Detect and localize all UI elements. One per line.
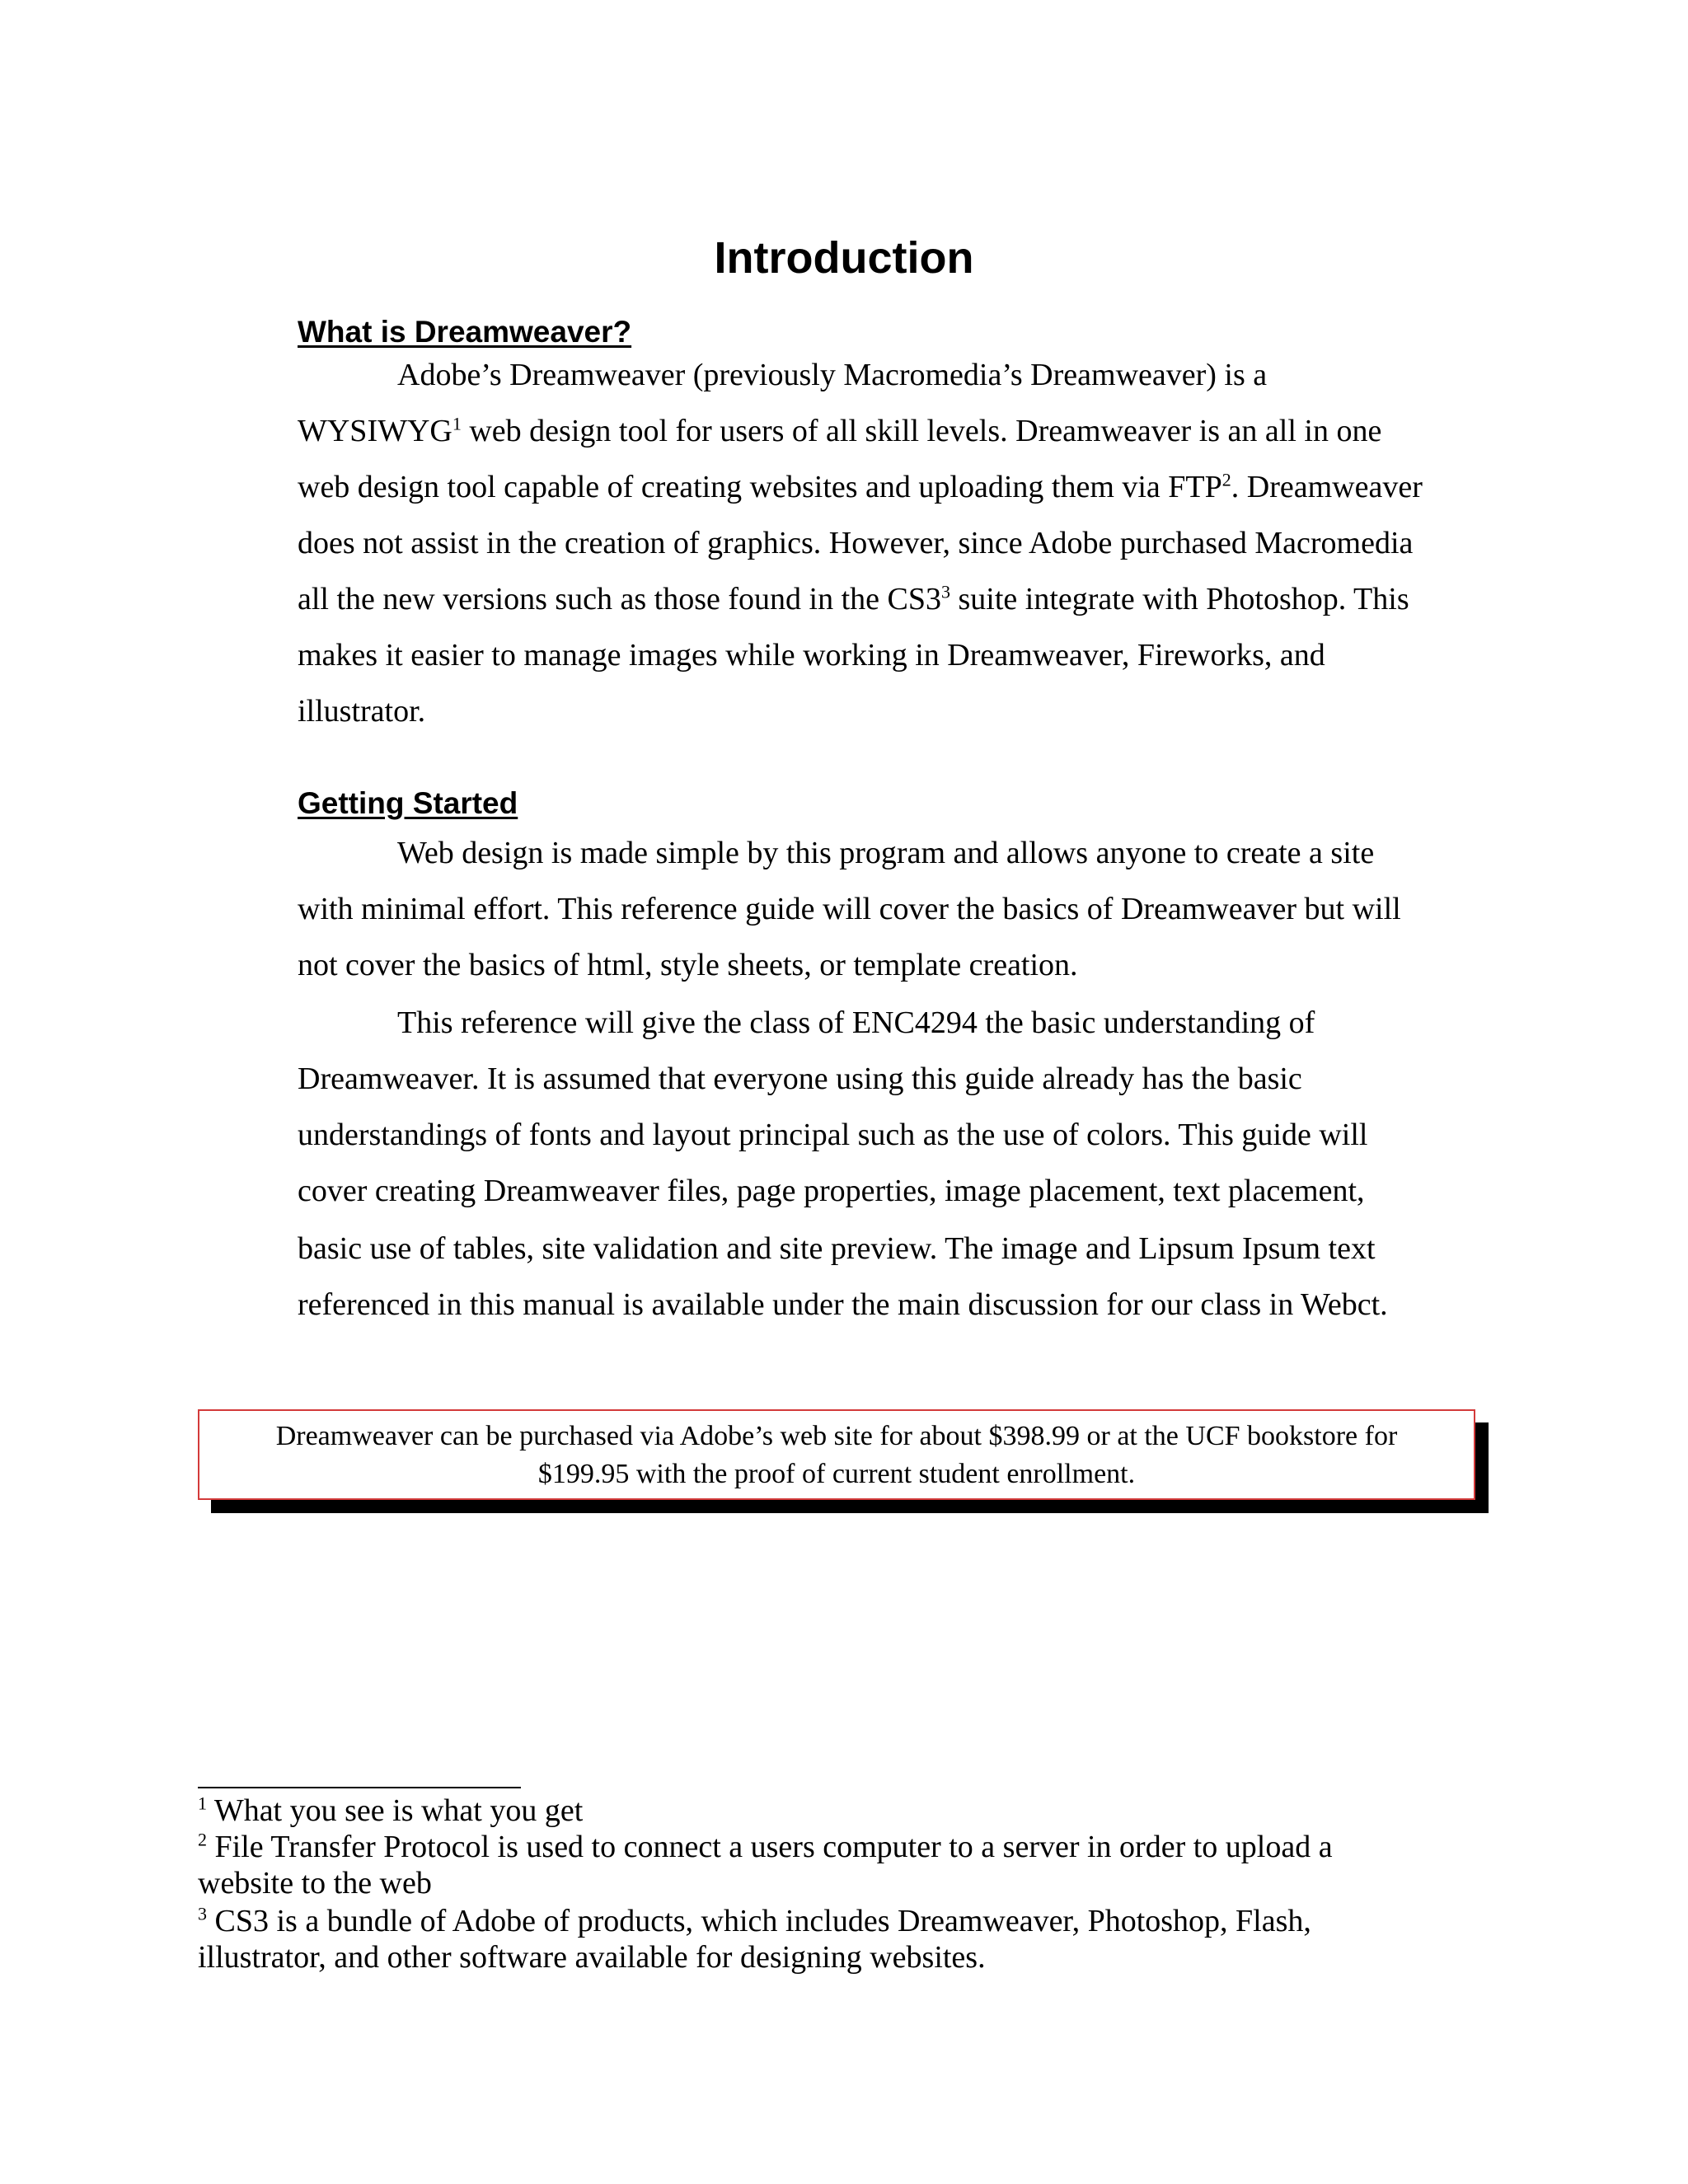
footnote-text: What you see is what you get [213,1793,584,1828]
footnote-number: 2 [198,1829,207,1850]
paragraph-line [298,468,1423,506]
paragraph-line: understandings of fonts and layout principal such as the use of colors. This guide will [298,1118,1368,1152]
paragraph-line: Adobe’s Dreamweaver (previously Macromedia’s Dreamweaver) is a [397,358,1268,392]
footnote-number: 3 [198,1903,207,1924]
paragraph-line: not cover the basics of html, style sheets, or template creation. [298,948,1078,982]
footnote-reference-1[interactable]: 1 [452,413,462,434]
price-callout-box [198,1409,1475,1500]
callout-text-line: Dreamweaver can be purchased via Adobe’s web site for about $398.99 or at the UCF bookstore for [275,1421,1398,1451]
footnote-3-continuation: illustrator, and other software available for designing websites. [198,1940,986,1975]
paragraph-line: makes it easier to manage images while working in Dreamweaver, Fireworks, and [298,638,1325,673]
footnote-2-continuation: website to the web [198,1866,432,1900]
paragraph-line [298,412,1381,450]
footnote-number: 1 [198,1793,207,1814]
section-heading-what-is-dreamweaver: What is Dreamweaver? [298,315,632,349]
line-text: web design tool capable of creating websites and uploading them via FTP [298,470,1222,504]
footnote-2 [198,1828,1333,1866]
footnote-reference-2[interactable]: 2 [1221,469,1231,490]
footnote-3 [198,1902,1311,1940]
line-text: all the new versions such as those found in the CS3 [298,582,942,616]
paragraph-line: referenced in this manual is available under the main discussion for our class in Webct. [298,1287,1388,1322]
callout-text-line: $199.95 with the proof of current student enrollment. [537,1459,1136,1489]
paragraph-line [298,580,1409,618]
line-text: WYSIWYG [298,414,452,448]
paragraph-line: cover creating Dreamweaver files, page properties, image placement, text placement, [298,1174,1365,1208]
paragraph-line: basic use of tables, site validation and site preview. The image and Lipsum Ipsum text [298,1231,1376,1266]
footnote-text: CS3 is a bundle of Adobe of products, which includes Dreamweaver, Photoshop, Flash, [214,1904,1311,1938]
line-text: web design tool for users of all skill levels. Dreamweaver is an all in one [461,414,1382,448]
paragraph-line: with minimal effort. This reference guide will cover the basics of Dreamweaver but will [298,892,1401,926]
line-text: . Dreamweaver [1231,470,1423,504]
footnote-1 [198,1792,583,1830]
paragraph-line: This reference will give the class of ENC4294 the basic understanding of [397,1005,1315,1040]
paragraph-line: Web design is made simple by this program and allows anyone to create a site [397,836,1375,870]
footnote-separator [198,1787,521,1788]
page-title: Introduction [714,233,974,283]
footnote-reference-3[interactable]: 3 [941,581,951,602]
footnote-text: File Transfer Protocol is used to connect a users computer to a server in order to upload a [214,1830,1333,1864]
line-text: suite integrate with Photoshop. This [950,582,1409,616]
section-heading-getting-started: Getting Started [298,786,518,820]
paragraph-line: Dreamweaver. It is assumed that everyone using this guide already has the basic [298,1062,1302,1096]
paragraph-line: does not assist in the creation of graphics. However, since Adobe purchased Macromedia [298,526,1414,560]
paragraph-line: illustrator. [298,694,426,729]
